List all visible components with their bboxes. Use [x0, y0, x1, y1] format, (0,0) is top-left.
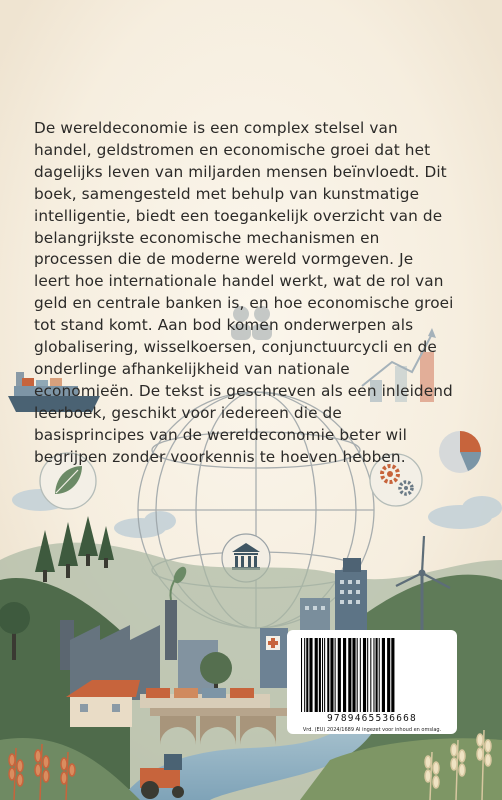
- ai-disclosure: Vrd. (EU) 2024/1689 AI ingezet voor inhoud en omslag.: [302, 727, 442, 733]
- back-cover-blurb: De wereldeconomie is een complex stelsel van handel, geldstromen en economische groei dat het dagelijks leven van miljarden mensen beïnvloedt. Dit boek, samengesteld met behulp van kunstmatige intelligentie, biedt een toegankelijk overzicht van de belangrijkste economische mechanismen en processen die de moderne wereld vormgeven. Je leert hoe internationale handel werkt, wat de rol van geld en centrale banken is, en hoe economische groei tot stand komt. Aan bod komen onderwerpen als globalisering, wisselkoersen, conjunctuurcycli en de onderlinge afhankelijkheid van nationale economieën. De tekst is geschreven als een inleidend leerboek, geschikt voor iedereen die de basisprincipes van de wereldeconomie beter wil begrijpen zonder voorkennis te hoeven hebben.: [34, 119, 454, 466]
- train-icon: [140, 688, 270, 708]
- isbn-number: 9789465536668: [327, 713, 417, 724]
- barcode: [287, 630, 457, 734]
- barcode-bars: [301, 638, 443, 712]
